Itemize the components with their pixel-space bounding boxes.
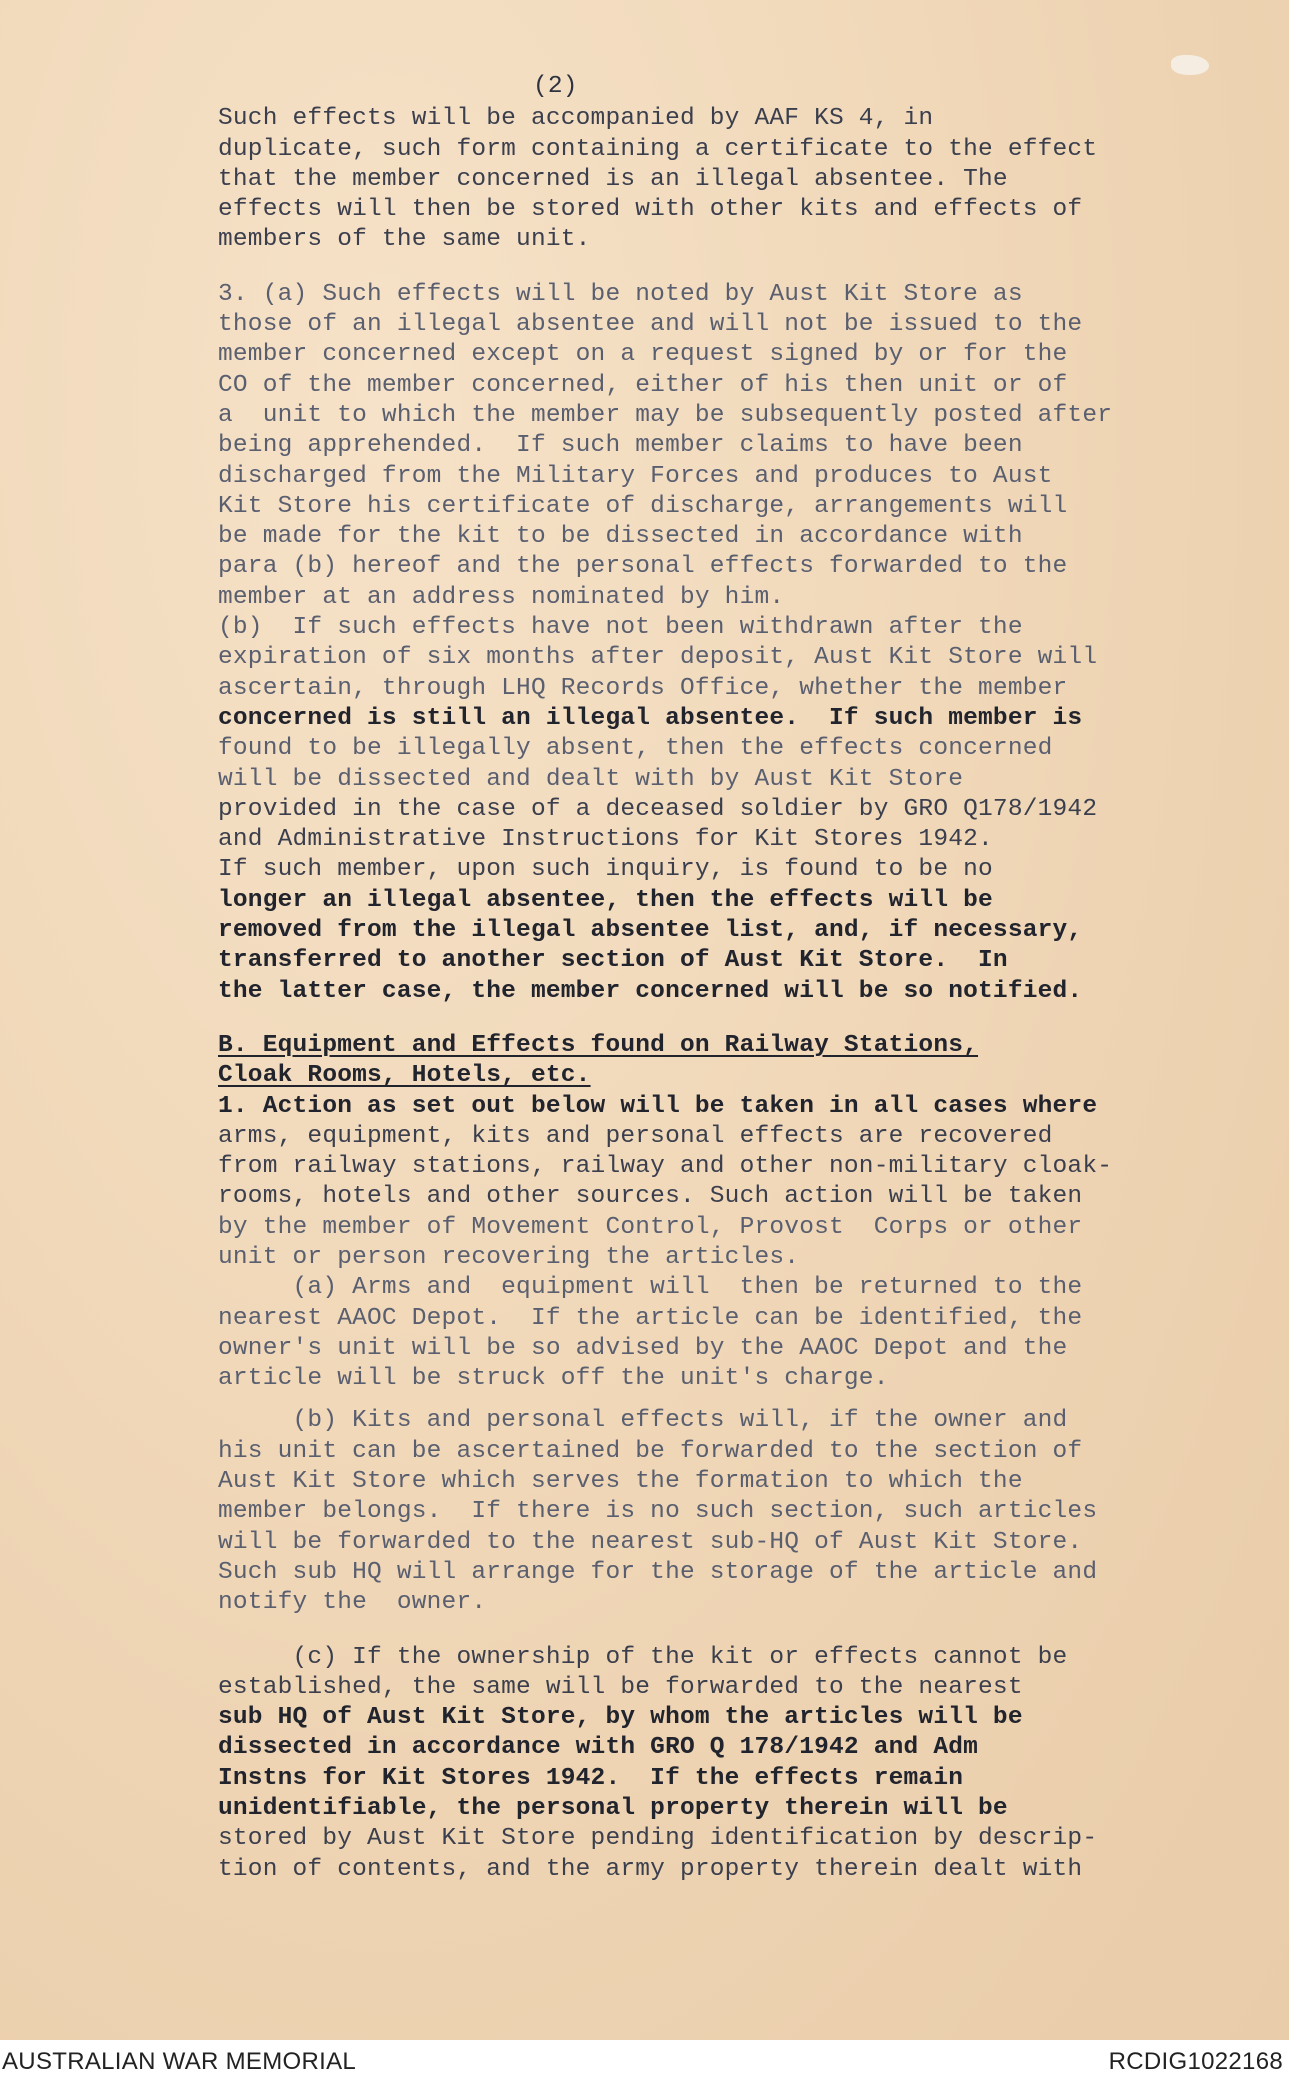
text-line: expiration of six months after deposit, Aust Kit Store will <box>218 644 1098 672</box>
text-line: sub HQ of Aust Kit Store, by whom the articles will be <box>218 1704 1023 1732</box>
text-line: discharged from the Military Forces and produces to Aust <box>218 462 1053 490</box>
text-line: duplicate, such form containing a certificate to the effect <box>218 135 1098 163</box>
text-line: 3. (a) Such effects will be noted by Aust Kit Store as <box>218 280 1023 308</box>
intro-paragraph <box>218 104 1183 255</box>
text-line: (b) If such effects have not been withdrawn after the <box>218 614 1023 642</box>
text-line: his unit can be ascertained be forwarded to the section of <box>218 1437 1083 1465</box>
text-line: member concerned except on a request signed by or for the <box>218 341 1068 369</box>
text-line: provided in the case of a deceased soldier by GRO Q178/1942 <box>218 795 1098 823</box>
paragraph-1 <box>218 1092 1183 1274</box>
text-line: concerned is still an illegal absentee. If such member is <box>218 704 1083 732</box>
archive-reference-code: RCDIG1022168 <box>1108 2048 1283 2075</box>
text-line: If such member, upon such inquiry, is found to be no <box>218 856 993 884</box>
text-line: Such effects will be accompanied by AAF KS 4, in <box>218 105 934 133</box>
text-line: para (b) hereof and the personal effects forwarded to the <box>218 553 1068 581</box>
paragraph-1b <box>218 1406 1183 1618</box>
text-line: ascertain, through LHQ Records Office, whether the member <box>218 674 1068 702</box>
text-line: be made for the kit to be dissected in accordance with <box>218 523 1023 551</box>
text-line: by the member of Movement Control, Provost Corps or other <box>218 1213 1083 1241</box>
text-line: from railway stations, railway and other non-military cloak- <box>218 1153 1113 1181</box>
text-line: found to be illegally absent, then the effects concerned <box>218 735 1053 763</box>
text-line: (b) Kits and personal effects will, if the owner and <box>218 1407 1068 1435</box>
text-line: notify the owner. <box>218 1589 487 1617</box>
text-line: (a) Arms and equipment will then be returned to the <box>218 1274 1083 1302</box>
text-line: effects will then be stored with other kits and effects of <box>218 196 1083 224</box>
paragraph-3a <box>218 280 1183 613</box>
archive-footer <box>0 2040 1289 2082</box>
section-heading-line: B. Equipment and Effects found on Railway Stations, <box>218 1031 979 1059</box>
text-line: nearest AAOC Depot. If the article can be identified, the <box>218 1304 1083 1332</box>
text-line: Kit Store his certificate of discharge, arrangements will <box>218 492 1068 520</box>
text-line: Such sub HQ will arrange for the storage of the article and <box>218 1558 1098 1586</box>
text-line: member at an address nominated by him. <box>218 583 785 611</box>
text-line: that the member concerned is an illegal absentee. The <box>218 165 1008 193</box>
archive-name: AUSTRALIAN WAR MEMORIAL <box>2 2048 357 2075</box>
paragraph-1a <box>218 1273 1183 1394</box>
text-line: rooms, hotels and other sources. Such action will be taken <box>218 1183 1083 1211</box>
text-line: tion of contents, and the army property therein dealt with <box>218 1855 1083 1883</box>
text-line: Instns for Kit Stores 1942. If the effects remain <box>218 1764 964 1792</box>
text-line: stored by Aust Kit Store pending identification by descrip- <box>218 1825 1098 1853</box>
text-line: (c) If the ownership of the kit or effects cannot be <box>218 1643 1068 1671</box>
text-line: members of the same unit. <box>218 226 591 254</box>
text-line: longer an illegal absentee, then the effects will be <box>218 886 993 914</box>
paragraph-1c <box>218 1643 1183 1885</box>
paragraph-3b <box>218 613 1183 1007</box>
text-line: CO of the member concerned, either of his then unit or of <box>218 371 1068 399</box>
text-line: transferred to another section of Aust Kit Store. In <box>218 947 1008 975</box>
text-line: dissected in accordance with GRO Q 178/1942 and Adm <box>218 1734 979 1762</box>
text-line: arms, equipment, kits and personal effects are recovered <box>218 1122 1053 1150</box>
section-heading-line: Cloak Rooms, Hotels, etc. <box>218 1062 591 1090</box>
text-line: unit or person recovering the articles. <box>218 1243 800 1271</box>
text-line: being apprehended. If such member claims to have been <box>218 432 1023 460</box>
text-line: member belongs. If there is no such section, such articles <box>218 1498 1098 1526</box>
text-line: and Administrative Instructions for Kit Stores 1942. <box>218 826 993 854</box>
page-number: (2) <box>533 73 578 100</box>
typed-document-body <box>218 72 1183 1885</box>
text-line: will be dissected and dealt with by Aust Kit Store <box>218 765 964 793</box>
text-line: those of an illegal absentee and will not be issued to the <box>218 311 1083 339</box>
text-line: unidentifiable, the personal property therein will be <box>218 1795 1008 1823</box>
text-line: 1. Action as set out below will be taken in all cases where <box>218 1092 1098 1120</box>
text-line: will be forwarded to the nearest sub-HQ of Aust Kit Store. <box>218 1528 1083 1556</box>
text-line: removed from the illegal absentee list, and, if necessary, <box>218 917 1083 945</box>
text-line: a unit to which the member may be subsequently posted after <box>218 401 1113 429</box>
text-line: owner's unit will be so advised by the AAOC Depot and the <box>218 1334 1068 1362</box>
text-line: Aust Kit Store which serves the formation to which the <box>218 1468 1023 1496</box>
section-b-heading <box>218 1031 1183 1092</box>
text-line: established, the same will be forwarded to the nearest <box>218 1673 1023 1701</box>
text-line: article will be struck off the unit's charge. <box>218 1365 889 1393</box>
text-line: the latter case, the member concerned will be so notified. <box>218 977 1083 1005</box>
